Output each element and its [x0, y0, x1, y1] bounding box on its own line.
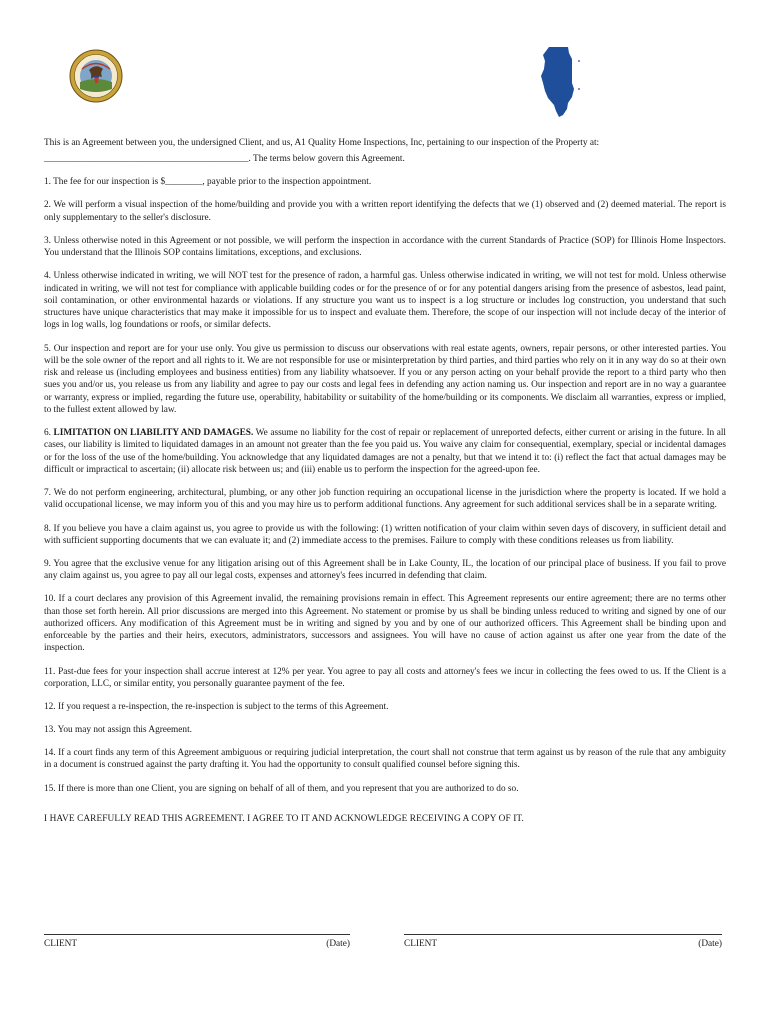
- clause-12: 12. If you request a re-inspection, the re-inspection is subject to the terms of this Agreement.: [44, 701, 389, 712]
- clause-8: 8. If you believe you have a claim against us, you agree to provide us with the following: (1) written notification of your claim within seven days of discovery, in sufficient detail and with sufficient supporting documents that we can evaluate it; and (2) immediate access to the premises. Failure to comply with these conditions releases us from liability.: [44, 523, 726, 546]
- clause-4: 4. Unless otherwise indicated in writing, we will NOT test for the presence of radon, a harmful gas. Unless otherwise indicated in writing, we will not test for mold. Unless otherwise indicated in writing, we will not test for compliance with applicable building codes or for the presence of or for any potential dangers arising from the presence of asbestos, lead paint, soil contamination, or other environmental hazards or violations. If any structure you want us to inspect is a log structure or includes log construction, you understand that such structures have unique characteristics that may make it impossible for us to inspect and evaluate them. Therefore, the scope of our inspection will not include decay of the interior of logs in log walls, log foundations or roofs, or similar defects.: [44, 271, 726, 331]
- clause-11: 11. Past-due fees for your inspection shall accrue interest at 12% per year. You agree to pay all costs and attorney's fees we incur in collecting the fees owed to us. If the Client is a corporation, LLC, or similar entity, you personally guarantee payment of the fee.: [44, 666, 726, 689]
- clause-10: 10. If a court declares any provision of this Agreement invalid, the remaining provisions remain in effect. This Agreement represents our entire agreement; there are no terms other than those set forth herein. All prior discussions are merged into this Agreement. No statement or promise by us shall be binding unless reduced to writing and signed by one of our authorized officers. Any modification of this Agreement must be in writing and signed by you and by one of our authorized officers. This Agreement shall be binding upon and enforceable by the parties and their heirs, executors, administrators, successors and assignees. You will have no cause of action against us after one year from the date of the inspection.: [44, 594, 726, 654]
- clause-3: 3. Unless otherwise noted in this Agreement or not possible, we will perform the inspection in accordance with the current Standards of Practice (SOP) for Illinois Home Inspectors. You understand that the Illinois SOP contains limitations, exceptions, and exclusions.: [44, 235, 726, 259]
- clause-5: 5. Our inspection and report are for your use only. You give us permission to discuss our observations with real estate agents, owners, repair persons, or other interested parties. You will be the sole owner of the report and all rights to it. We are not responsible for use or misinterpretation by third parties, and third parties who rely on it in any way do so at their own risk and release us (including employees and business entities) from any liability whatsoever. If you or any person acting on your behalf provide the report to a third party who then sues you and/or us, you release us from any liability and agree to pay our costs and legal fees in defending any action naming us. Our inspection and report are in no way a guarantee or warranty, express or implied, regarding the future use, operability, habitability or suitability of the home/building or its components. We disclaim all warranties, express or implied, to the fullest extent allowed by law.: [44, 343, 726, 416]
- signature-line[interactable]: [44, 934, 350, 935]
- clause-6: [44, 427, 726, 476]
- clause-1: 1. The fee for our inspection is $________, payable prior to the inspection appointment.: [44, 177, 372, 188]
- property-address-line: ____________________________________________. The terms below govern this Agreement.: [44, 154, 405, 165]
- clause-9: 9. You agree that the exclusive venue for any litigation arising out of this Agreement shall be in Lake County, IL, the location of our principal place of business. If you fail to prove any claim against us, you agree to pay all our legal costs, expenses and attorney's fees incurred in defending that claim.: [44, 558, 726, 582]
- date-label: (Date): [698, 939, 722, 949]
- client-signature-block-2: [404, 928, 722, 950]
- clause-6-body: We assume no liability for the cost of repair or replacement of unreported defects, either current or arising in the future. In all cases, our liability is limited to liquidated damages in an amount not greater than the fee you paid us. You waive any claim for consequential, exemplary, special or incidental damages or for the loss of the use of the home/building. You acknowledge that any liquidated damages are not a penalty, but that we intend it to: (i) reflect the fact that actual damages may be difficult or impractical to ascertain; (ii) allocate risk between us; and (iii) enable us to perform the inspection for the agreed-upon fee.: [44, 428, 727, 476]
- client-label: CLIENT: [44, 939, 78, 949]
- date-label: (Date): [326, 939, 350, 949]
- clause-15: 15. If there is more than one Client, you are signing on behalf of all of them, and you represent that you are authorized to do so.: [44, 783, 519, 794]
- client-label: CLIENT: [404, 939, 438, 949]
- agreement-body: [44, 137, 726, 836]
- intro-line: This is an Agreement between you, the undersigned Client, and us, A1 Quality Home Inspections, Inc, pertaining to our inspection of the Property at:: [44, 138, 600, 148]
- client-signature-block-1: [44, 928, 350, 950]
- clause-13: 13. You may not assign this Agreement.: [44, 725, 192, 736]
- clause-6-heading: LIMITATION ON LIABILITY AND DAMAGES.: [53, 428, 254, 439]
- clause-2: 2. We will perform a visual inspection of the home/building and provide you with a written report identifying the defects that we (1) observed and (2) deemed material. The report is only supplementary to the seller's disclosure.: [44, 200, 726, 223]
- clause-14: 14. If a court finds any term of this Agreement ambiguous or requiring judicial interpretation, the court shall not construe that term against us by reason of the rule that any ambiguity in a document is construed against the party drafting it. You had the opportunity to consult qualified counsel before signing this.: [44, 748, 726, 771]
- clause-7: 7. We do not perform engineering, architectural, plumbing, or any other job function requiring an occupational license in the jurisdiction where the property is located. If we hold a valid occupational license, we may inform you of this and you may hire us to perform additional functions. Any agreement for such additional services shall be in a separate writing.: [44, 488, 726, 511]
- illinois-map-icon: [535, 45, 585, 119]
- signature-section: [44, 928, 726, 952]
- clause-6-number: 6.: [44, 428, 51, 439]
- illinois-state-seal-icon: [69, 49, 123, 103]
- acknowledgement-statement: I HAVE CAREFULLY READ THIS AGREEMENT. I AGREE TO IT AND ACKNOWLEDGE RECEIVING A COPY OF IT.: [44, 813, 524, 824]
- signature-line[interactable]: [404, 934, 722, 935]
